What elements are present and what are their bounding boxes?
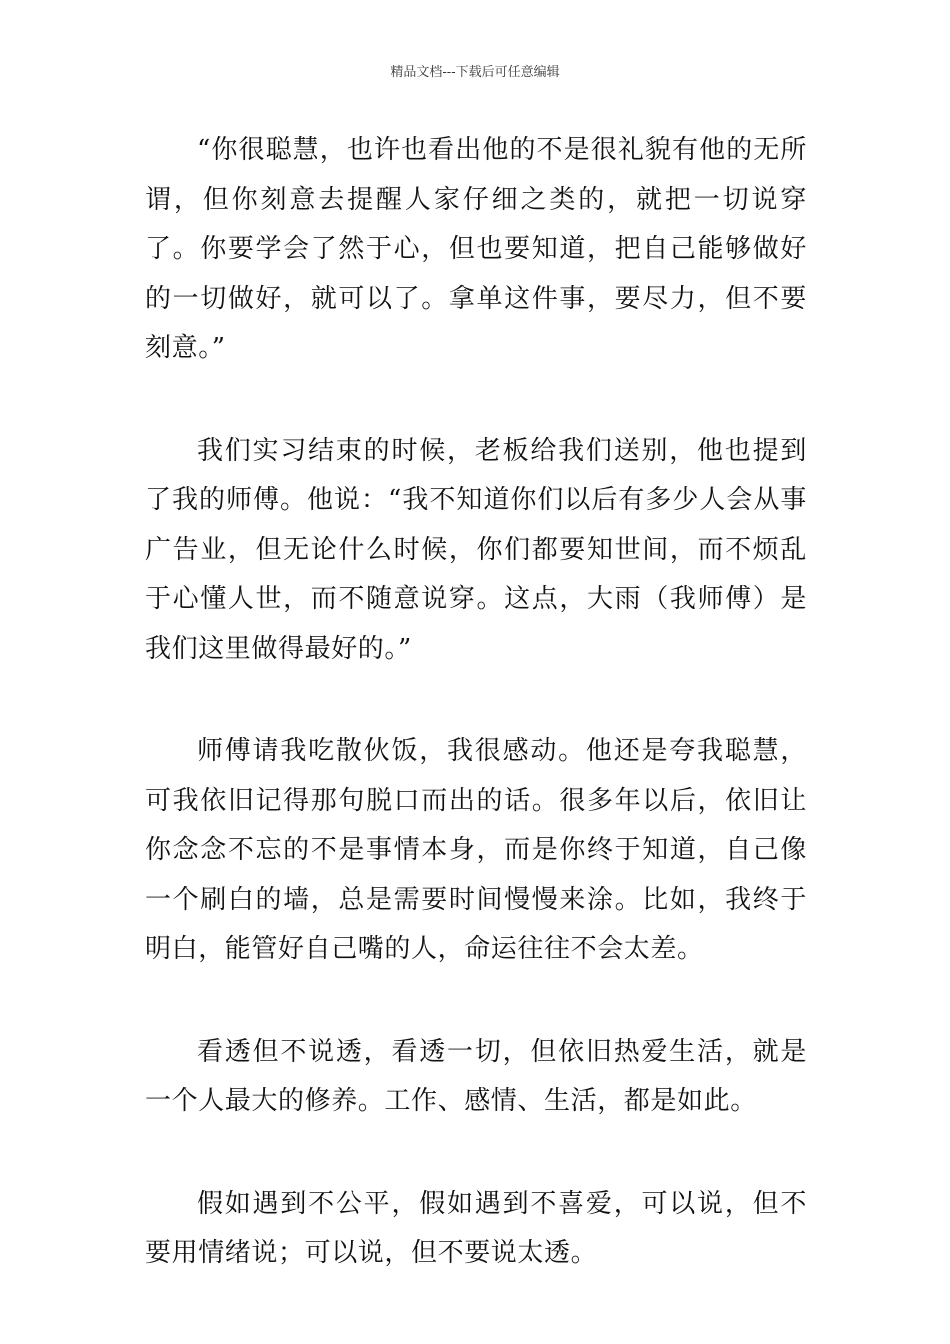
paragraph-2: 我们实习结束的时候，老板给我们送别，他也提到了我的师傅。他说：“我不知道你们以后有多少人会从事广告业，但无论什么时候，你们都要知世间，而不烦乱于心懂人世，而不随意说穿。这点，大雨（我师傅）是我们这里做得最好的。” (145, 435, 807, 664)
document-body (145, 126, 807, 1279)
paragraph-4: 看透但不说透，看透一切，但依旧热爱生活，就是一个人最大的修养。工作、感情、生活，都是如此。 (145, 1036, 807, 1116)
paragraph-1: “你很聪慧，也许也看出他的不是很礼貌有他的无所谓，但你刻意去提醒人家仔细之类的，就把一切说穿了。你要学会了然于心，但也要知道，把自己能够做好的一切做好，就可以了。拿单这件事，要尽力，但不要刻意。” (145, 135, 807, 363)
paragraph-3: 师傅请我吃散伙饭，我很感动。他还是夸我聪慧，可我依旧记得那句脱口而出的话。很多年以后，依旧让你念念不忘的不是事情本身，而是你终于知道，自己像一个刷白的墙，总是需要时间慢慢来涂。比如，我终于明白，能管好自己嘴的人，命运往往不会太差。 (145, 736, 807, 964)
paragraph-5: 假如遇到不公平，假如遇到不喜爱，可以说，但不要用情绪说；可以说，但不要说太透。 (145, 1188, 807, 1268)
page-header: 精品文档---下载后可任意编辑 (390, 65, 560, 80)
